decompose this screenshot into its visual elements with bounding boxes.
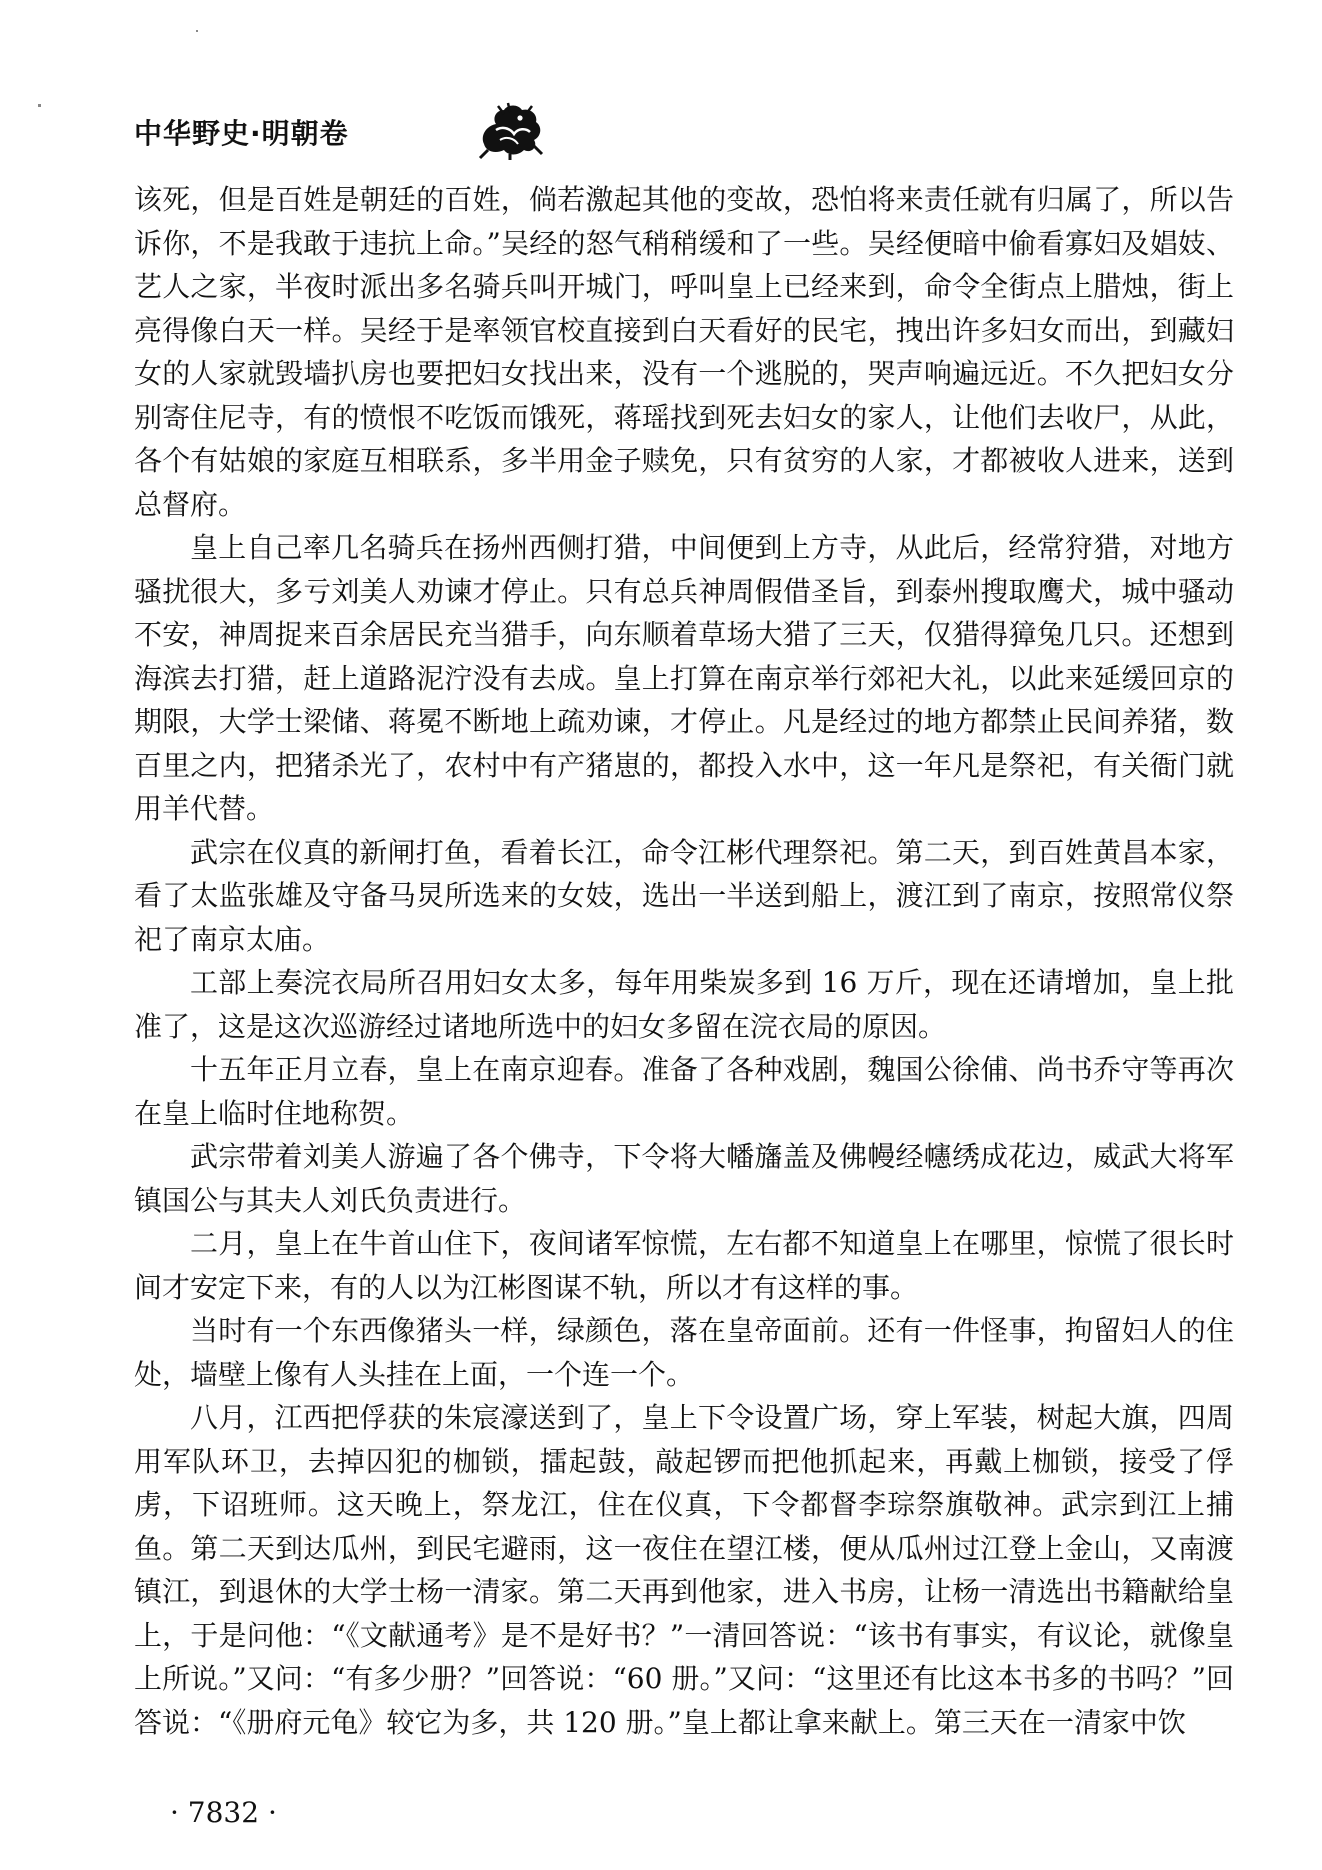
body-paragraph: 武宗带着刘美人游遍了各个佛寺，下令将大幡旛盖及佛幔经幰绣成花边，威武大将军镇国公与其夫人刘氏负责进行。 <box>134 1140 1234 1217</box>
body-paragraph: 二月，皇上在牛首山住下，夜间诸军惊慌，左右都不知道皇上在哪里，惊慌了很长时间才安定下来，有的人以为江彬图谋不轨，所以才有这样的事。 <box>134 1227 1234 1304</box>
dragon-icon <box>474 100 546 160</box>
body-paragraph: 皇上自己率几名骑兵在扬州西侧打猎，中间便到上方寺，从此后，经常狩猎，对地方骚扰很大，多亏刘美人劝谏才停止。只有总兵神周假借圣旨，到泰州搜取鹰犬，城中骚动不安，神周捉来百余居民充当猎手，向东顺着草场大猎了三天，仅猎得獐兔几只。还想到海滨去打猎，赶上道路泥泞没有去成。皇上打算在南京举行郊祀大礼，以此来延缓回京的期限，大学士梁储、蒋冕不断地上疏劝谏，才停止。凡是经过的地方都禁止民间养猪，数百里之内，把猪杀光了，农村中有产猪崽的，都投入水中，这一年凡是祭祀，有关衙门就用羊代替。 <box>134 531 1234 825</box>
body-paragraph: 武宗在仪真的新闸打鱼，看着长江，命令江彬代理祭祀。第二天，到百姓黄昌本家，看了太监张雄及守备马炅所选来的女妓，选出一半送到船上，渡江到了南京，按照常仪祭祀了南京太庙。 <box>134 835 1234 956</box>
body-paragraph: 十五年正月立春，皇上在南京迎春。准备了各种戏剧，魏国公徐俌、尚书乔守等再次在皇上临时住地称贺。 <box>134 1053 1234 1130</box>
body-paragraph: 该死，但是百姓是朝廷的百姓，倘若激起其他的变故，恐怕将来责任就有归属了，所以告诉你，不是我敢于违抗上命。”吴经的怒气稍稍缓和了一些。吴经便暗中偷看寡妇及娼妓、艺人之家，半夜时派出多名骑兵叫开城门，呼叫皇上已经来到，命令全街点上腊烛，街上亮得像白天一样。吴经于是率领官校直接到白天看好的民宅，拽出许多妇女而出，到藏妇女的人家就毁墙扒房也要把妇女找出来，没有一个逃脱的，哭声响遍远近。不久把妇女分别寄住尼寺，有的愤恨不吃饭而饿死，蒋瑶找到死去妇女的家人，让他们去收尸，从此，各个有姑娘的家庭互相联系，多半用金子赎免，只有贫穷的人家，才都被收人进来，送到总督府。 <box>134 183 1234 521</box>
page-body <box>134 178 1234 1744</box>
body-paragraph: 八月，江西把俘获的朱宸濠送到了，皇上下令设置广场，穿上军装，树起大旗，四周用军队环卫，去掉囚犯的枷锁，擂起鼓，敲起锣而把他抓起来，再戴上枷锁，接受了俘虏，下诏班师。这天晚上，祭龙江，住在仪真，下令都督李琮祭旗敬神。武宗到江上捕鱼。第二天到达瓜州，到民宅避雨，这一夜住在望江楼，便从瓜州过江登上金山，又南渡镇江，到退休的大学士杨一清家。第二天再到他家，进入书房，让杨一清选出书籍献给皇上，于是问他：“《文献通考》是不是好书？”一清回答说：“该书有事实，有议论，就像皇上所说。”又问：“有多少册？”回答说：“60 册。”又问：“这里还有比这本书多的书吗？”回答说：“《册府元龟》较它为多，共 120 册。”皇上都让拿来献上。第三天在一清家中饮 <box>134 1401 1234 1739</box>
book-title: 中华野史·明朝卷 <box>134 117 349 150</box>
scan-speck <box>38 104 41 107</box>
page-header <box>134 100 1234 160</box>
scan-speck <box>196 30 198 32</box>
body-paragraph: 当时有一个东西像猪头一样，绿颜色，落在皇帝面前。还有一件怪事，拘留妇人的住处，墙壁上像有人头挂在上面，一个连一个。 <box>134 1314 1234 1391</box>
body-paragraph: 工部上奏浣衣局所召用妇女太多，每年用柴炭多到 16 万斤，现在还请增加，皇上批准了，这是这次巡游经过诸地所选中的妇女多留在浣衣局的原因。 <box>134 966 1234 1043</box>
page-number: · 7832 · <box>170 1796 277 1829</box>
